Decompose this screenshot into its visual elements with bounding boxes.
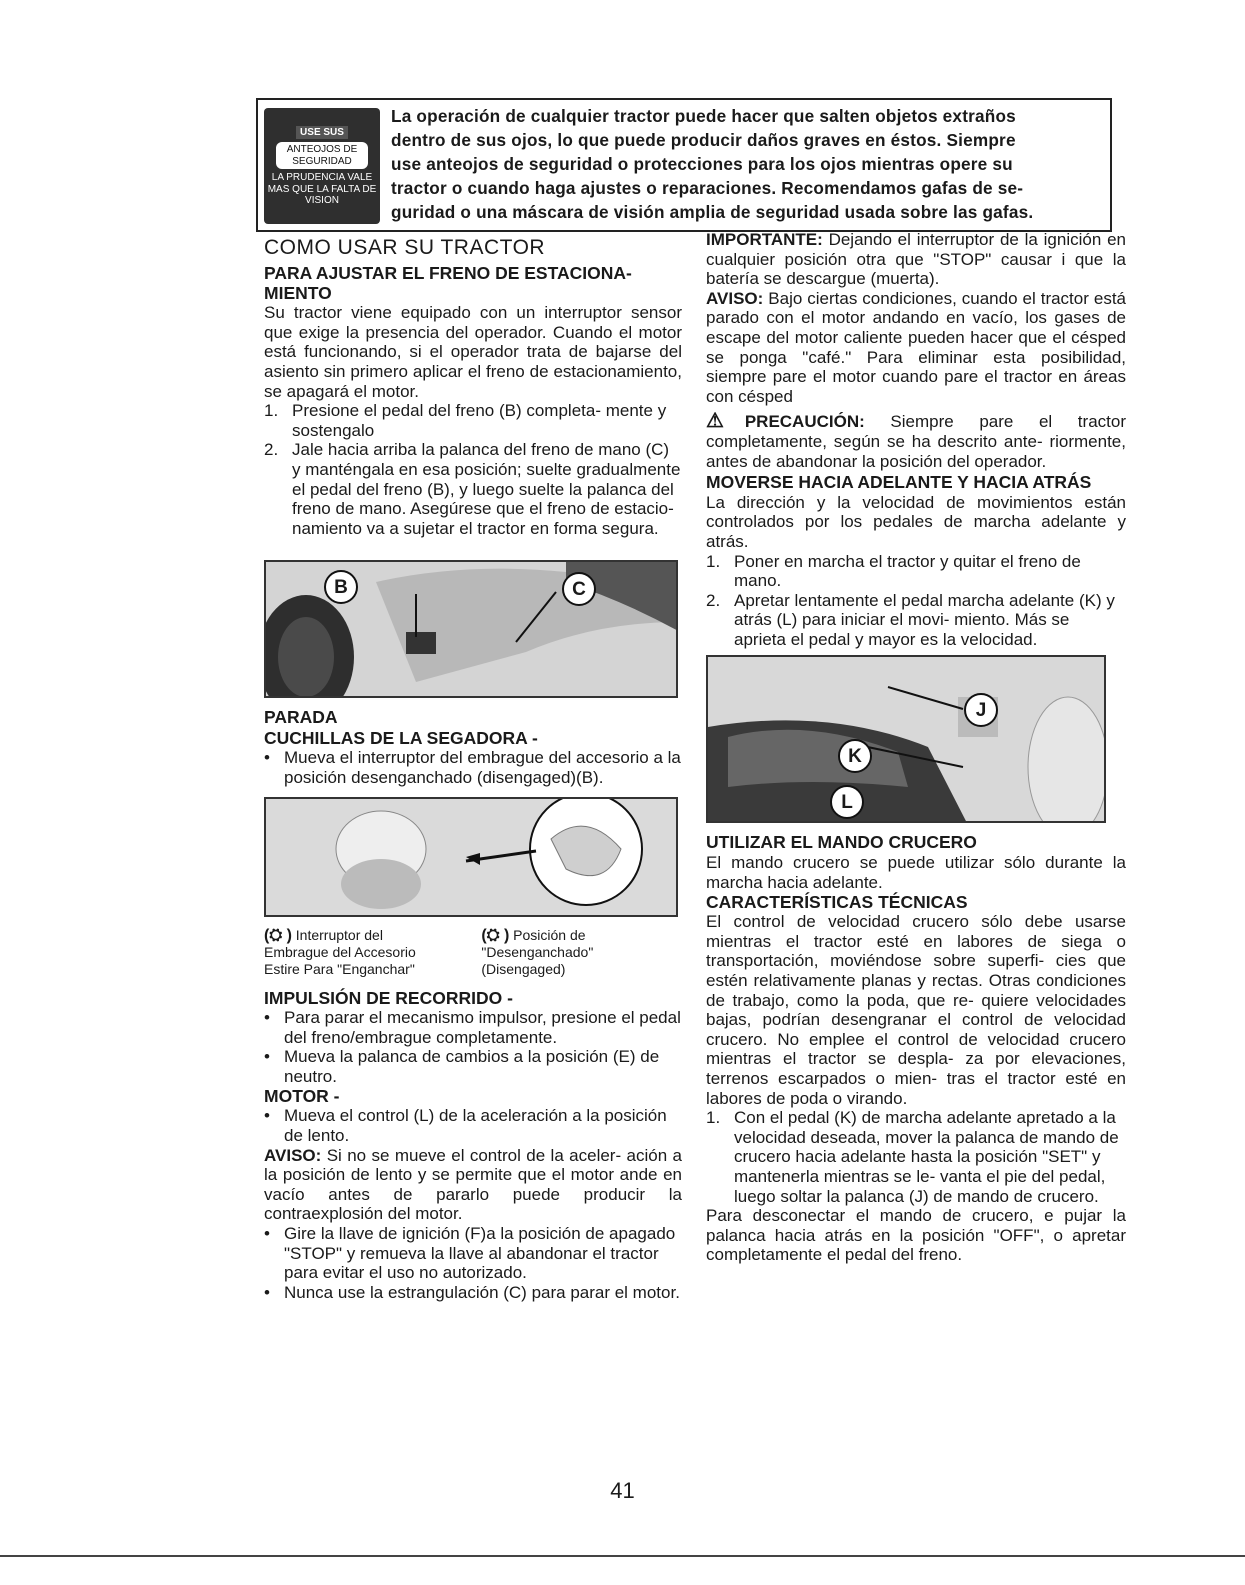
blades-bullet: • Mueva el interruptor del embrague del accesorio a la posición desenganchado (disengaged)(B).: [264, 747, 681, 787]
drive-heading: IMPULSIÓN DE RECORRIDO -: [264, 988, 513, 1009]
page-number: 41: [610, 1478, 635, 1503]
cruise-off-text: Para desconectar el mando de crucero, e pujar la palanca hacia atrás en la posición "OFF", o apretar completamente el pedal del freno.: [706, 1206, 1126, 1265]
callout-c: C: [562, 572, 596, 606]
warning-triangle-icon: ⚠: [706, 410, 745, 433]
section-title: COMO USAR SU TRACTOR: [264, 236, 546, 259]
safety-warning-text: La operación de cualquier tractor puede hacer que salten objetos extraños dentro de sus ojos, lo que puede producir daños graves en éstos. Siempre use anteojos de seguridad o protecciones para los ojos mientras opere su tractor o cuando haga ajustes o reparaciones. Recomendamos gafas de se- guridad o una máscara de visión amplia de seguridad usada sobre las gafas.: [391, 106, 1034, 222]
aviso-note: AVISO: Bajo ciertas condiciones, cuando el tractor está parado con el motor andando en vacío, los gases de escape del motor caliente pueden hacer que el césped se ponga "café." Para eliminar esta posibilidad, siempre pare el motor cuando pare el tractor en áreas con césped: [706, 288, 1126, 406]
right-column: [706, 230, 1126, 1265]
callout-k: K: [838, 739, 872, 773]
parking-brake-intro: Su tractor viene equipado con un interruptor sensor que exige la presencia del operador. Cuando el motor está funcionando, si el operador trata de bajarse del asiento sin primero aplicar el freno de estacionamiento, se apagará el motor.: [264, 303, 682, 401]
importante-note: IMPORTANTE: Dejando el interruptor de la ignición en cualquier posición otra que "STOP" causar i que la batería se descargue (muerta).: [706, 230, 1126, 289]
callout-b: B: [324, 570, 358, 604]
motor-aviso: AVISO: Si no se mueve el control de la aceler- ación a la posición de lento y se permite que el motor ande en vacío antes de pararlo puede producir la contraexplosión del motor.: [264, 1145, 682, 1224]
move-step: 2. Apretar lentamente el pedal marcha adelante (K) y atrás (L) para iniciar el movi- miento. Más se aprieta el pedal y mayor es la velocidad.: [706, 590, 1115, 649]
safety-warning-box: [256, 98, 1112, 232]
tech-text: El control de velocidad crucero sólo debe usarse mientras el tractor esté en labores de siega o transportación, moviéndose sobre superfi- cies que estén relativamente planas y rectas. Otras condiciones de trabajo, como la poda, que re- quiere velocidades bajas, podrían desengranar el control de velocidad crucero. No emplee el control de velocidad crucero mientras el tractor se despla- za por elevaciones, terrenos escarpados o mien- tras el tractor esté en labores de poda o virando.: [706, 912, 1126, 1108]
pto-caption-disengage: (⛭ ) Posición de "Desenganchado" (Disengaged): [481, 927, 594, 978]
move-step: 1. Poner en marcha el tractor y quitar el freno de mano.: [706, 551, 1081, 591]
move-heading: MOVERSE HACIA ADELANTE Y HACIA ATRÁS: [706, 472, 1092, 493]
safety-glasses-badge-icon: USE SUS ANTEOJOS DE SEGURIDAD LA PRUDENCIA VALE MAS QUE LA FALTA DE VISION: [264, 108, 380, 224]
cruise-heading: UTILIZAR EL MANDO CRUCERO: [706, 832, 977, 853]
parking-step: 1. Presione el pedal del freno (B) completa- mente y sostengalo: [264, 401, 667, 440]
callout-j: J: [964, 693, 998, 727]
cruise-intro: El mando crucero se puede utilizar sólo durante la marcha hacia adelante.: [706, 853, 1126, 892]
pto-switch-figure: [264, 797, 678, 917]
pto-disengage-icon: (⛭ ): [481, 927, 510, 945]
left-column: [264, 236, 682, 1302]
pto-caption-engage: (⛭ ) Interruptor del Embrague del Accesorio Estire Para "Enganchar": [264, 927, 416, 978]
parking-step: 2. Jale hacia arriba la palanca del freno de mano (C) y manténgala en esa posición; suelte gradualmente el pedal del freno (B), y luego suelte la palanca del freno de mano. Asegúrese que el freno de estacio- namiento va a sujetar el tractor en forma segura.: [264, 440, 681, 538]
bottom-divider: [0, 1555, 1245, 1557]
pto-captions: [264, 927, 682, 978]
parking-brake-heading: PARA AJUSTAR EL FRENO DE ESTACIONA- MIENTO: [264, 263, 632, 303]
drive-bullet: • Para parar el mecanismo impulsor, presione el pedal del freno/embrague completamente.: [264, 1008, 681, 1047]
drive-bullet: • Mueva la palanca de cambios a la posición (E) de neutro.: [264, 1047, 660, 1086]
pto-switch-illustration: [266, 799, 678, 917]
pedals-illustration: [708, 657, 1106, 823]
pto-engage-icon: (⛭ ): [264, 927, 292, 945]
motor-heading: MOTOR -: [264, 1086, 340, 1107]
precaucion-note: ⚠PRECAUCIÓN: Siempre pare el tractor completamente, según se ha descrito ante- riormente, antes de abandonar la posición del operador.: [706, 410, 1126, 471]
parking-brake-figure: [264, 560, 678, 698]
motor-bullet: • Mueva el control (L) de la aceleración a la posición de lento.: [264, 1106, 667, 1146]
stop-heading: PARADA: [264, 707, 338, 728]
motor-bullet: • Gire la llave de ignición (F)a la posición de apagado "STOP" y remueva la llave al abandonar el tractor para evitar el uso no autorizado.: [264, 1224, 676, 1283]
callout-l: L: [830, 785, 864, 819]
move-intro: La dirección y la velocidad de movimientos están controlados por los pedales de marcha adelante y atrás.: [706, 492, 1126, 551]
tech-heading: CARACTERÍSTICAS TÉCNICAS: [706, 892, 968, 913]
blades-heading: CUCHILLAS DE LA SEGADORA -: [264, 727, 538, 748]
motor-bullet: • Nunca use la estrangulación (C) para parar el motor.: [264, 1282, 680, 1302]
pedals-figure: [706, 655, 1106, 823]
cruise-step: 1. Con el pedal (K) de marcha adelante apretado a la velocidad deseada, mover la palanca de mando de crucero hacia adelante hasta la posición "SET" y mantenerla mientras se le- vanta el pie del pedal, luego soltar la palanca (J) de mando de crucero.: [706, 1108, 1119, 1206]
